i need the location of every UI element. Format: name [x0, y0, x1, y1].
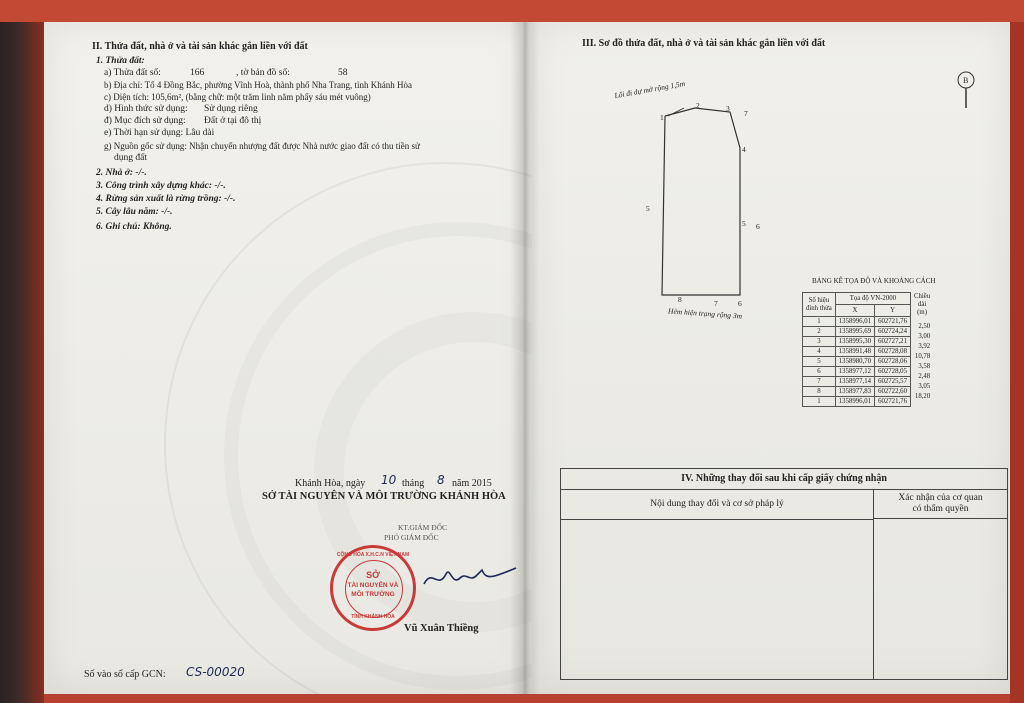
origin-line-2: dụng đất	[114, 153, 147, 163]
plot-boundary	[662, 108, 740, 295]
registry-value: CS-00020	[186, 665, 245, 679]
area-line: c) Diện tích: 105,6m², (bằng chữ: một trăm linh năm phẩy sáu mét vuông)	[104, 92, 371, 102]
point-8-label: 8	[678, 295, 682, 304]
notes-line: 6. Ghi chú: Không.	[96, 222, 172, 232]
handwritten-signature-icon	[420, 560, 520, 600]
land-plot-heading: 1. Thửa đất:	[96, 56, 145, 66]
road-top-label: Lối đi dự mở rộng 1,5m	[613, 78, 686, 101]
coordinate-table: Số hiệu đỉnh thửa Tọa độ VN-2000 Chiều dài (m) X Y 1 1358996,01 602721,76 2 1358995,69 602724,24 2,50 3 1358995,30 602727,21 3,00 4 1358991,48 602728,08 3,92 5 1358980,70 602728,06 10,78 6 1358977,12 602728,05 3,58 7 1358977,14 602725,57 2,48 8 1358977,83 602722,60 3,05 1 1358996,01 602721,76 18,20	[802, 292, 933, 407]
distance-value: 10,78	[914, 353, 931, 360]
background-left	[0, 22, 44, 703]
registry-label: Số vào sổ cấp GCN:	[84, 669, 166, 680]
sign-year: năm 2015	[452, 478, 492, 489]
table-row: 1 1358996,01 602721,76 18,20	[803, 397, 934, 407]
section4-changes-table	[560, 468, 1008, 680]
point-2-label: 2	[696, 101, 700, 110]
usage-purpose-value: Đất ở tại đô thị	[204, 116, 262, 126]
point-4-label: 4	[742, 145, 746, 154]
neighbor-left-label: 5	[646, 204, 650, 213]
distance-value: 3,00	[918, 333, 931, 340]
north-label: B	[963, 76, 969, 85]
distance-value: 3,58	[918, 363, 931, 370]
table-row: 3 1358995,30 602727,21 3,00	[803, 337, 934, 347]
plot-diagram	[580, 60, 1000, 330]
plot-number-label: a) Thửa đất số:	[104, 68, 161, 78]
table-row: 2 1358995,69 602724,24 2,50	[803, 327, 934, 337]
section2-title: II. Thửa đất, nhà ở và tài sản khác gắn liền với đất	[92, 41, 308, 52]
usage-form-label: d) Hình thức sử dụng:	[104, 104, 188, 114]
table-row: 6 1358977,12 602728,05 3,58	[803, 367, 934, 377]
background-right	[1010, 22, 1024, 703]
changes-content-header: Nội dung thay đổi và cơ sở pháp lý	[561, 489, 874, 520]
address-line: b) Địa chỉ: Tổ 4 Đồng Bắc, phường Vĩnh Hoà, thành phố Nha Trang, tỉnh Khánh Hòa	[104, 80, 413, 90]
map-sheet-value: 58	[338, 68, 348, 78]
table-row: 7 1358977,14 602725,57 2,48	[803, 377, 934, 387]
section3-title: III. Sơ đồ thửa đất, nhà ở và tài sản khác gắn liền với đất	[582, 38, 826, 49]
table-row: 5 1358980,70 602728,06 10,78	[803, 357, 934, 367]
planted-forest-line: 4. Rừng sản xuất là rừng trồng: -/-.	[96, 194, 236, 204]
point-6-label: 6	[738, 299, 742, 308]
authority-confirmation-header: Xác nhận của cơ quan có thẩm quyền	[874, 489, 1007, 519]
sign-month: 8	[437, 473, 445, 487]
distance-value: 3,92	[918, 343, 931, 350]
table-row: 4 1358991,48 602728,08 3,92	[803, 347, 934, 357]
point-7-label: 7	[714, 299, 718, 308]
origin-line-1: g) Nguồn gốc sử dụng: Nhận chuyển nhượng đất được Nhà nước giao đất có thu tiền sử	[104, 141, 420, 151]
issuing-agency: SỞ TÀI NGUYÊN VÀ MÔI TRƯỜNG KHÁNH HÒA	[262, 491, 506, 502]
usage-purpose-label: đ) Mục đích sử dụng:	[104, 116, 186, 126]
neighbor-top-label: 7	[744, 109, 748, 118]
perennial-trees-line: 5. Cây lâu năm: -/-.	[96, 207, 173, 217]
road-bottom-label: Hẻm hiện trạng rộng 3m	[667, 306, 743, 321]
signer-title-vice: PHÓ GIÁM ĐỐC	[384, 533, 439, 542]
distance-value: 2,48	[918, 373, 931, 380]
signer-name: Vũ Xuân Thiềng	[404, 623, 479, 634]
neighbor-right-label: 6	[756, 222, 760, 231]
point-3-label: 3	[726, 104, 730, 113]
other-construction-line: 3. Công trình xây dựng khác: -/-.	[96, 181, 226, 191]
table-row: 1 1358996,01 602721,76	[803, 317, 934, 327]
usage-form-value: Sử dụng riêng	[204, 104, 258, 114]
plot-number-value: 166	[190, 68, 205, 78]
coord-table-title: BẢNG KÊ TỌA ĐỘ VÀ KHOẢNG CÁCH	[812, 277, 936, 285]
distance-value: 2,50	[918, 323, 931, 330]
sign-place-date-prefix: Khánh Hòa, ngày	[295, 478, 366, 489]
official-red-seal: CỘNG HÒA X.H.C.N VIỆT NAM SỞ TÀI NGUYÊN VÀ MÔI TRƯỜNG TỈNH KHÁNH HÒA	[330, 545, 416, 631]
distance-value: 18,20	[914, 393, 931, 400]
section4-title: IV. Những thay đổi sau khi cấp giấy chứng nhận	[561, 469, 1007, 490]
sign-day: 10	[381, 473, 397, 487]
background-top	[0, 0, 1024, 22]
distance-value: 3,05	[918, 383, 931, 390]
point-1-label: 1	[660, 113, 664, 122]
usage-term-line: e) Thời hạn sử dụng: Lâu dài	[104, 128, 215, 138]
house-line: 2. Nhà ở: -/-.	[96, 168, 147, 178]
signer-title-kt: KT.GIÁM ĐỐC	[398, 523, 448, 532]
map-sheet-label: , tờ bản đồ số:	[236, 68, 290, 78]
point-5-label: 5	[742, 219, 746, 228]
table-row: 8 1358977,83 602722,60 3,05	[803, 387, 934, 397]
sign-month-label: tháng	[402, 478, 425, 489]
